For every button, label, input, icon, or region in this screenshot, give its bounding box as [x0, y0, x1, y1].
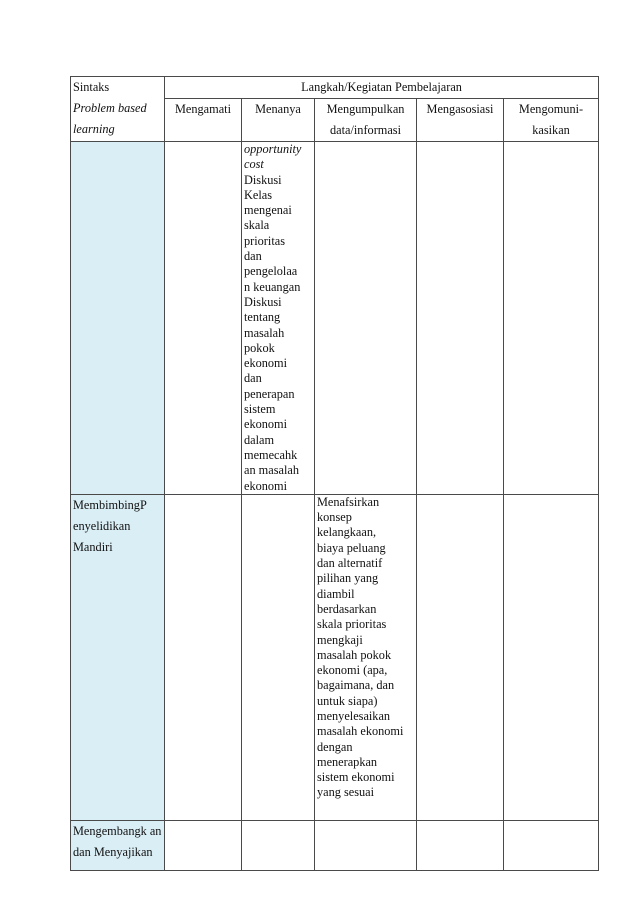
- group-title: Langkah/Kegiatan Pembelajaran: [165, 77, 599, 99]
- model-label: Problem based learning: [73, 101, 147, 136]
- mengamati-cell: [165, 494, 242, 820]
- mengamati-cell: [165, 142, 242, 495]
- mengasosiasi-cell: [417, 142, 504, 495]
- col-header-menanya: Menanya: [242, 99, 315, 142]
- col-header-mengumpulkan: Mengumpulkan data/informasi: [315, 99, 417, 142]
- mengomunikasikan-cell: [504, 820, 599, 870]
- mengamati-cell: [165, 820, 242, 870]
- mengasosiasi-cell: [417, 820, 504, 870]
- menanya-cell: [242, 142, 315, 495]
- sintaks-label: Sintaks: [73, 80, 110, 94]
- mengumpulkan-text: Menafsirkan konsep kelangkaan, biaya peluang dan alternatif pilihan yang diambil berdasarkan skala prioritas mengkaji masalah pokok ekonomi (apa, bagaimana, dan untuk siapa) menyelesaikan masalah ekonomi dengan menerapkan sistem ekonomi yang sesuai: [315, 494, 417, 820]
- mengumpulkan-cell: [315, 820, 417, 870]
- opportunity-cost-term: opportunity cost: [244, 142, 302, 172]
- col-header-mengamati: Mengamati: [165, 99, 242, 142]
- step-cell: Mengembangk an dan Menyajikan: [71, 820, 165, 870]
- col-header-mengasosiasi: Mengasosiasi: [417, 99, 504, 142]
- mengomunikasikan-cell: [504, 494, 599, 820]
- mengasosiasi-cell: [417, 494, 504, 820]
- step-cell: [71, 142, 165, 495]
- col-header-mengomunikasikan: Mengomuni-kasikan: [504, 99, 599, 142]
- mengomunikasikan-cell: [504, 142, 599, 495]
- table-row: [71, 494, 599, 820]
- menanya-cell: [242, 820, 315, 870]
- header-row-1: [71, 77, 599, 99]
- table-row: [71, 820, 599, 870]
- table-row: [71, 142, 599, 495]
- menanya-text: Diskusi Kelas mengenai skala prioritas dan pengelolaa n keuangan Diskusi tentang masalah pokok ekonomi dan penerapan sistem ekonomi dalam memecahk an masalah ekonomi: [244, 172, 301, 493]
- sintaks-header: [71, 77, 165, 142]
- menanya-cell: [242, 494, 315, 820]
- mengumpulkan-cell: [315, 142, 417, 495]
- step-cell: MembimbingP enyelidikan Mandiri: [71, 494, 165, 820]
- learning-steps-table: [70, 76, 599, 871]
